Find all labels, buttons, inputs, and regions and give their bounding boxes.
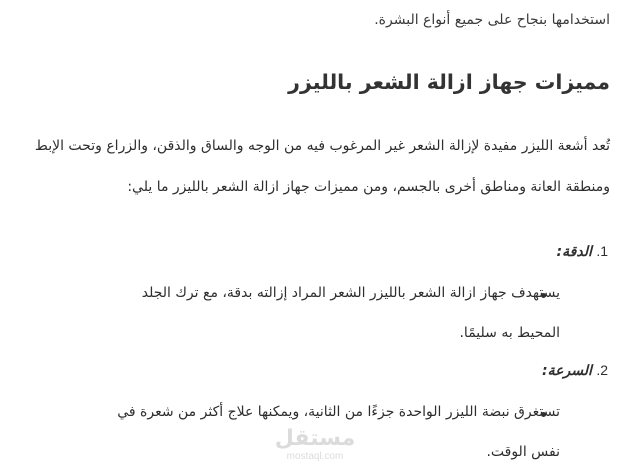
feature-1-title: الدقة: xyxy=(556,244,592,260)
feature-1-heading xyxy=(557,243,608,260)
feature-2-title: السرعة: xyxy=(542,363,592,379)
section-heading: مميزات جهاز ازالة الشعر بالليزر xyxy=(288,70,610,94)
feature-2-heading xyxy=(542,362,608,379)
paragraph-line-1: تُعد أشعة الليزر مفيدة لإزالة الشعر غير المرغوب فيه من الوجه والساق والذقن، والزراع وتحت الإبط xyxy=(34,138,610,154)
feature-1-number: 1. xyxy=(596,243,608,259)
feature-2-bullet-line-1: تستغرق نبضة الليزر الواحدة جزءًا من الثانية، ويمكنها علاج أكثر من شعرة في xyxy=(117,404,560,420)
feature-1-bullet-line-2: المحيط به سليمًا. xyxy=(459,325,560,341)
feature-1-bullet-line-1: يستهدف جهاز ازالة الشعر بالليزر الشعر المراد إزالته بدقة، مع ترك الجلد xyxy=(141,285,560,301)
intro-tail-text: استخدامها بنجاح على جميع أنواع البشرة. xyxy=(374,12,610,28)
feature-2-number: 2. xyxy=(596,362,608,378)
feature-2-bullet-line-2: نفس الوقت. xyxy=(486,444,560,460)
mostaql-watermark-logo xyxy=(270,428,360,468)
watermark-arabic: مستقل xyxy=(274,426,356,451)
paragraph-line-2: ومنطقة العانة ومناطق أخرى بالجسم، ومن مميزات جهاز ازالة الشعر بالليزر ما يلي: xyxy=(127,179,610,195)
watermark-latin: mostaql.com xyxy=(286,451,344,462)
